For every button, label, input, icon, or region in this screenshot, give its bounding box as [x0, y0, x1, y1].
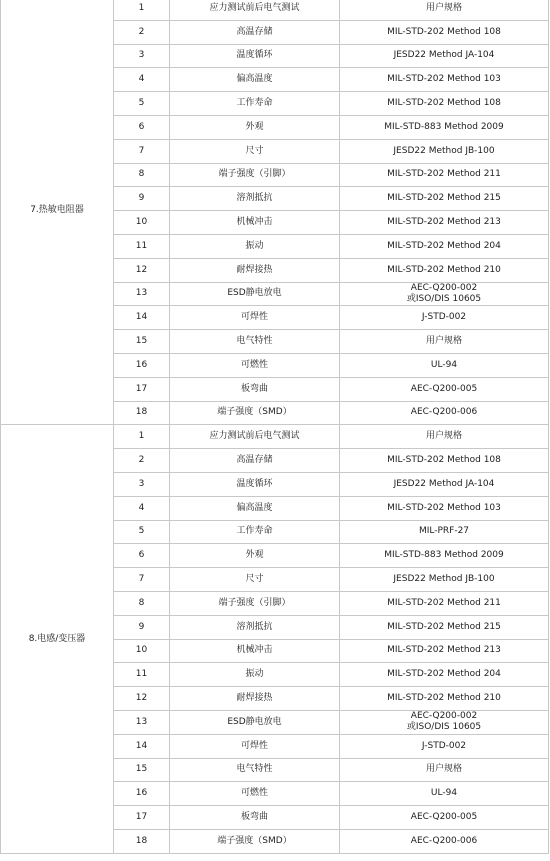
- test-item-cell: 尺寸: [170, 568, 340, 592]
- item-number-cell: 1: [114, 425, 170, 449]
- item-number-cell: 8: [114, 163, 170, 187]
- standard-cell: AEC-Q200-006: [340, 401, 549, 425]
- item-number-cell: 9: [114, 615, 170, 639]
- test-item-cell: 板弯曲: [170, 377, 340, 401]
- standard-cell: MIL-STD-202 Method 103: [340, 68, 549, 92]
- table-body: [1, 0, 549, 853]
- test-item-cell: 工作寿命: [170, 92, 340, 116]
- standard-cell: MIL-STD-202 Method 204: [340, 663, 549, 687]
- test-item-cell: ESD静电放电: [170, 710, 340, 734]
- standard-cell: AEC-Q200-006: [340, 829, 549, 853]
- item-number-cell: 18: [114, 401, 170, 425]
- test-item-cell: 溶剂抵抗: [170, 615, 340, 639]
- test-item-cell: 可焊性: [170, 734, 340, 758]
- test-item-cell: 电气特性: [170, 758, 340, 782]
- standard-cell: MIL-PRF-27: [340, 520, 549, 544]
- standard-cell: JESD22 Method JA-104: [340, 472, 549, 496]
- test-item-cell: 电气特性: [170, 330, 340, 354]
- test-item-cell: 板弯曲: [170, 806, 340, 830]
- item-number-cell: 3: [114, 472, 170, 496]
- standard-cell: MIL-STD-202 Method 215: [340, 187, 549, 211]
- item-number-cell: 11: [114, 663, 170, 687]
- standard-cell: J-STD-002: [340, 306, 549, 330]
- item-number-cell: 6: [114, 544, 170, 568]
- item-number-cell: 11: [114, 234, 170, 258]
- standard-line-2: 或ISO/DIS 10605: [406, 293, 482, 304]
- standard-cell: MIL-STD-202 Method 211: [340, 163, 549, 187]
- standard-cell: JESD22 Method JB-100: [340, 139, 549, 163]
- item-number-cell: 1: [114, 0, 170, 20]
- test-item-cell: 高温存储: [170, 449, 340, 473]
- table-row: [1, 0, 549, 20]
- standard-line-1: AEC-Q200-002: [410, 711, 478, 722]
- item-number-cell: 3: [114, 44, 170, 68]
- test-item-cell: 温度循环: [170, 44, 340, 68]
- test-item-cell: 溶剂抵抗: [170, 187, 340, 211]
- item-number-cell: 4: [114, 496, 170, 520]
- item-number-cell: 14: [114, 306, 170, 330]
- item-number-cell: 5: [114, 520, 170, 544]
- standard-cell: MIL-STD-202 Method 213: [340, 639, 549, 663]
- test-item-cell: 振动: [170, 234, 340, 258]
- standard-cell: J-STD-002: [340, 734, 549, 758]
- item-number-cell: 16: [114, 782, 170, 806]
- test-item-cell: 耐焊接热: [170, 258, 340, 282]
- standard-cell: MIL-STD-202 Method 108: [340, 20, 549, 44]
- test-item-cell: 可燃性: [170, 782, 340, 806]
- standard-cell: JESD22 Method JA-104: [340, 44, 549, 68]
- category-cell: 8.电感/变压器: [1, 425, 114, 853]
- test-item-cell: 端子强度（引脚）: [170, 163, 340, 187]
- test-item-cell: 工作寿命: [170, 520, 340, 544]
- item-number-cell: 17: [114, 806, 170, 830]
- item-number-cell: 17: [114, 377, 170, 401]
- standard-cell: MIL-STD-202 Method 211: [340, 591, 549, 615]
- test-item-cell: 偏高温度: [170, 496, 340, 520]
- standard-line-2: 或ISO/DIS 10605: [406, 722, 482, 733]
- item-number-cell: 16: [114, 353, 170, 377]
- item-number-cell: 4: [114, 68, 170, 92]
- test-item-cell: 机械冲击: [170, 639, 340, 663]
- standard-cell: MIL-STD-883 Method 2009: [340, 115, 549, 139]
- item-number-cell: 10: [114, 639, 170, 663]
- standard-cell: MIL-STD-202 Method 210: [340, 687, 549, 711]
- standard-cell: UL-94: [340, 353, 549, 377]
- item-number-cell: 8: [114, 591, 170, 615]
- standard-cell: [340, 282, 549, 306]
- test-item-cell: 应力测试前后电气测试: [170, 0, 340, 20]
- test-item-cell: 耐焊接热: [170, 687, 340, 711]
- item-number-cell: 13: [114, 282, 170, 306]
- standard-cell: 用户规格: [340, 0, 549, 20]
- standard-cell: 用户规格: [340, 425, 549, 449]
- test-item-cell: 机械冲击: [170, 211, 340, 235]
- standard-cell: AEC-Q200-005: [340, 806, 549, 830]
- item-number-cell: 12: [114, 258, 170, 282]
- item-number-cell: 7: [114, 568, 170, 592]
- test-item-cell: 高温存储: [170, 20, 340, 44]
- standard-cell: MIL-STD-202 Method 108: [340, 449, 549, 473]
- item-number-cell: 9: [114, 187, 170, 211]
- test-item-cell: 外观: [170, 115, 340, 139]
- test-item-cell: 应力测试前后电气测试: [170, 425, 340, 449]
- item-number-cell: 10: [114, 211, 170, 235]
- test-item-cell: 振动: [170, 663, 340, 687]
- test-item-cell: 可焊性: [170, 306, 340, 330]
- test-item-cell: 端子强度（SMD）: [170, 829, 340, 853]
- item-number-cell: 2: [114, 20, 170, 44]
- table-row: [1, 425, 549, 449]
- test-item-cell: 偏高温度: [170, 68, 340, 92]
- test-item-cell: 尺寸: [170, 139, 340, 163]
- standard-cell: JESD22 Method JB-100: [340, 568, 549, 592]
- standard-cell: 用户规格: [340, 330, 549, 354]
- standard-cell: MIL-STD-202 Method 103: [340, 496, 549, 520]
- category-cell: 7.热敏电阻器: [1, 0, 114, 425]
- item-number-cell: 14: [114, 734, 170, 758]
- standard-cell: UL-94: [340, 782, 549, 806]
- item-number-cell: 13: [114, 710, 170, 734]
- item-number-cell: 15: [114, 330, 170, 354]
- item-number-cell: 5: [114, 92, 170, 116]
- standard-cell: MIL-STD-202 Method 213: [340, 211, 549, 235]
- item-number-cell: 7: [114, 139, 170, 163]
- item-number-cell: 6: [114, 115, 170, 139]
- standard-cell: MIL-STD-202 Method 108: [340, 92, 549, 116]
- item-number-cell: 2: [114, 449, 170, 473]
- test-item-cell: 外观: [170, 544, 340, 568]
- standard-cell: MIL-STD-202 Method 215: [340, 615, 549, 639]
- item-number-cell: 18: [114, 829, 170, 853]
- test-item-cell: 可燃性: [170, 353, 340, 377]
- standard-cell: MIL-STD-883 Method 2009: [340, 544, 549, 568]
- standard-cell: AEC-Q200-005: [340, 377, 549, 401]
- test-item-cell: 端子强度（引脚）: [170, 591, 340, 615]
- item-number-cell: 15: [114, 758, 170, 782]
- item-number-cell: 12: [114, 687, 170, 711]
- test-item-cell: ESD静电放电: [170, 282, 340, 306]
- test-item-cell: 温度循环: [170, 472, 340, 496]
- standard-cell: 用户规格: [340, 758, 549, 782]
- standard-cell: MIL-STD-202 Method 210: [340, 258, 549, 282]
- standard-cell: MIL-STD-202 Method 204: [340, 234, 549, 258]
- standard-line-1: AEC-Q200-002: [410, 282, 478, 293]
- standard-cell: [340, 710, 549, 734]
- test-item-cell: 端子强度（SMD）: [170, 401, 340, 425]
